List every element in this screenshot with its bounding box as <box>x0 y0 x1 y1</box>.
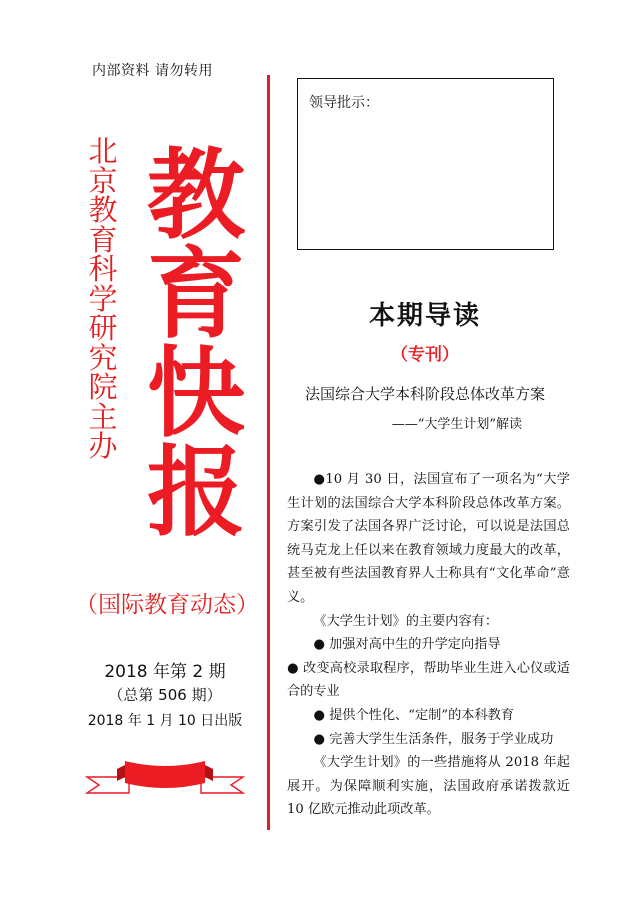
article-subtitle: ——“大学生计划”解读 <box>391 417 522 432</box>
summary-point: ● 提供个性化、“定制”的本科教育 <box>313 707 515 723</box>
summary-point: ● 完善大学生生活条件，服务于学业成功 <box>313 731 554 747</box>
summary-closing: 《大学生计划》的一些措施将从 2018 年起展开。为保障顺利实施，法国政府承诺拨款近 10 亿欧元推动此项改革。 <box>287 755 570 818</box>
internal-material-note: 内部资料 请勿转用 <box>92 63 213 79</box>
publish-date: 2018 年 1 月 10 日出版 <box>87 713 243 729</box>
summary-point: ● 加强对高中生的升学定向指导 <box>313 637 501 653</box>
masthead-title: 教育快报 <box>146 139 245 550</box>
leader-comment-label: 领导批示： <box>309 95 379 111</box>
summary-main-content-intro: 《大学生计划》的主要内容有： <box>313 613 499 629</box>
ribbon-decoration <box>85 755 245 810</box>
issue-number: 2018 年第 2 期 <box>104 662 226 682</box>
total-issue-number: （总第 506 期） <box>108 686 222 704</box>
masthead-subtitle: （国际教育动态） <box>75 592 259 618</box>
summary-body <box>287 468 570 822</box>
special-issue-label: （专刊） <box>391 345 459 365</box>
summary-point: ● 改变高校录取程序，帮助毕业生进入心仪或适合的专业 <box>287 660 570 700</box>
guide-title: 本期导读 <box>368 301 481 331</box>
organizer-label: 北京教育科学研究院 主办 <box>88 134 118 463</box>
article-title: 法国综合大学本科阶段总体改革方案 <box>304 385 545 403</box>
summary-intro: ●10 月 30 日，法国宣布了一项名为“大学生计划的法国综合大学本科阶段总体改革方案。方案引发了法国各界广泛讨论，可以说是法国总统马克龙上任以来在教育领域力度最大的改革，甚至被有些法国教育界人士称具有“文化革命”意义。 <box>287 472 570 605</box>
